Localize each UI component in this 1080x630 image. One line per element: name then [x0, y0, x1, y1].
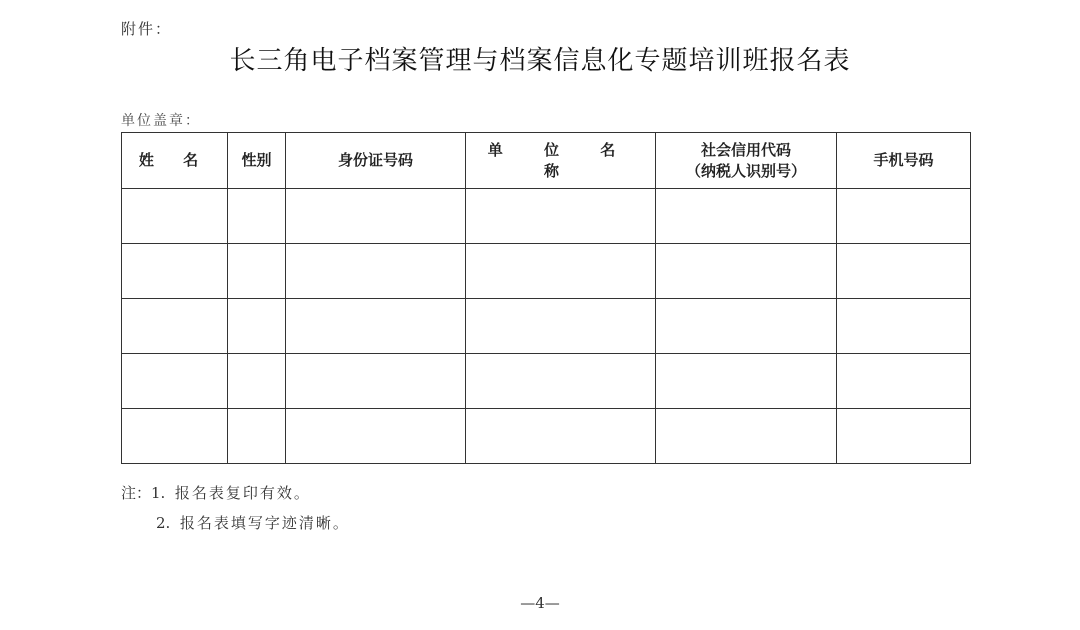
header-gender: 性别 — [228, 133, 286, 189]
unit-seal-label: 单位盖章： — [121, 113, 201, 129]
cell-name[interactable] — [122, 409, 228, 464]
cell-gender[interactable] — [228, 354, 286, 409]
header-name: 姓 名 — [122, 133, 228, 189]
table-row — [122, 299, 971, 354]
header-credit-code — [656, 133, 837, 189]
note-text: 报名表填写字迹清晰。 — [179, 514, 350, 532]
cell-gender[interactable] — [228, 189, 286, 244]
cell-gender[interactable] — [228, 299, 286, 354]
page-number: —4— — [520, 594, 560, 612]
cell-credit-code[interactable] — [656, 409, 837, 464]
cell-phone[interactable] — [837, 299, 971, 354]
table-header-row — [122, 133, 971, 189]
cell-credit-code[interactable] — [656, 244, 837, 299]
header-unit-name: 单 位 名 称 — [466, 133, 656, 189]
note-number: 1. — [151, 484, 166, 502]
cell-name[interactable] — [122, 189, 228, 244]
cell-credit-code[interactable] — [656, 189, 837, 244]
document-title: 长三角电子档案管理与档案信息化专题培训班报名表 — [229, 46, 851, 76]
note-item-1 — [121, 478, 350, 508]
cell-unit-name[interactable] — [466, 244, 656, 299]
table-row — [122, 244, 971, 299]
cell-id-number[interactable] — [286, 244, 466, 299]
cell-id-number[interactable] — [286, 354, 466, 409]
cell-name[interactable] — [122, 354, 228, 409]
notes-prefix: 注： — [121, 484, 152, 502]
cell-id-number[interactable] — [286, 299, 466, 354]
note-text: 报名表复印有效。 — [174, 484, 311, 502]
cell-phone[interactable] — [837, 244, 971, 299]
cell-unit-name[interactable] — [466, 354, 656, 409]
header-id-number: 身份证号码 — [286, 133, 466, 189]
table-row — [122, 189, 971, 244]
cell-credit-code[interactable] — [656, 299, 837, 354]
table-row — [122, 409, 971, 464]
header-credit-code-line2: （纳税人识别号） — [685, 161, 806, 180]
cell-credit-code[interactable] — [656, 354, 837, 409]
registration-form-table — [121, 132, 971, 464]
table-row — [122, 354, 971, 409]
notes — [121, 478, 350, 538]
cell-id-number[interactable] — [286, 409, 466, 464]
cell-phone[interactable] — [837, 189, 971, 244]
attachment-label: 附件： — [121, 20, 173, 38]
cell-unit-name[interactable] — [466, 189, 656, 244]
cell-name[interactable] — [122, 244, 228, 299]
note-item-2 — [121, 508, 350, 538]
cell-gender[interactable] — [228, 409, 286, 464]
cell-phone[interactable] — [837, 354, 971, 409]
cell-id-number[interactable] — [286, 189, 466, 244]
note-number: 2. — [156, 514, 171, 532]
header-phone: 手机号码 — [837, 133, 971, 189]
cell-phone[interactable] — [837, 409, 971, 464]
header-credit-code-line1: 社会信用代码 — [700, 140, 791, 159]
cell-unit-name[interactable] — [466, 409, 656, 464]
cell-gender[interactable] — [228, 244, 286, 299]
cell-unit-name[interactable] — [466, 299, 656, 354]
cell-name[interactable] — [122, 299, 228, 354]
